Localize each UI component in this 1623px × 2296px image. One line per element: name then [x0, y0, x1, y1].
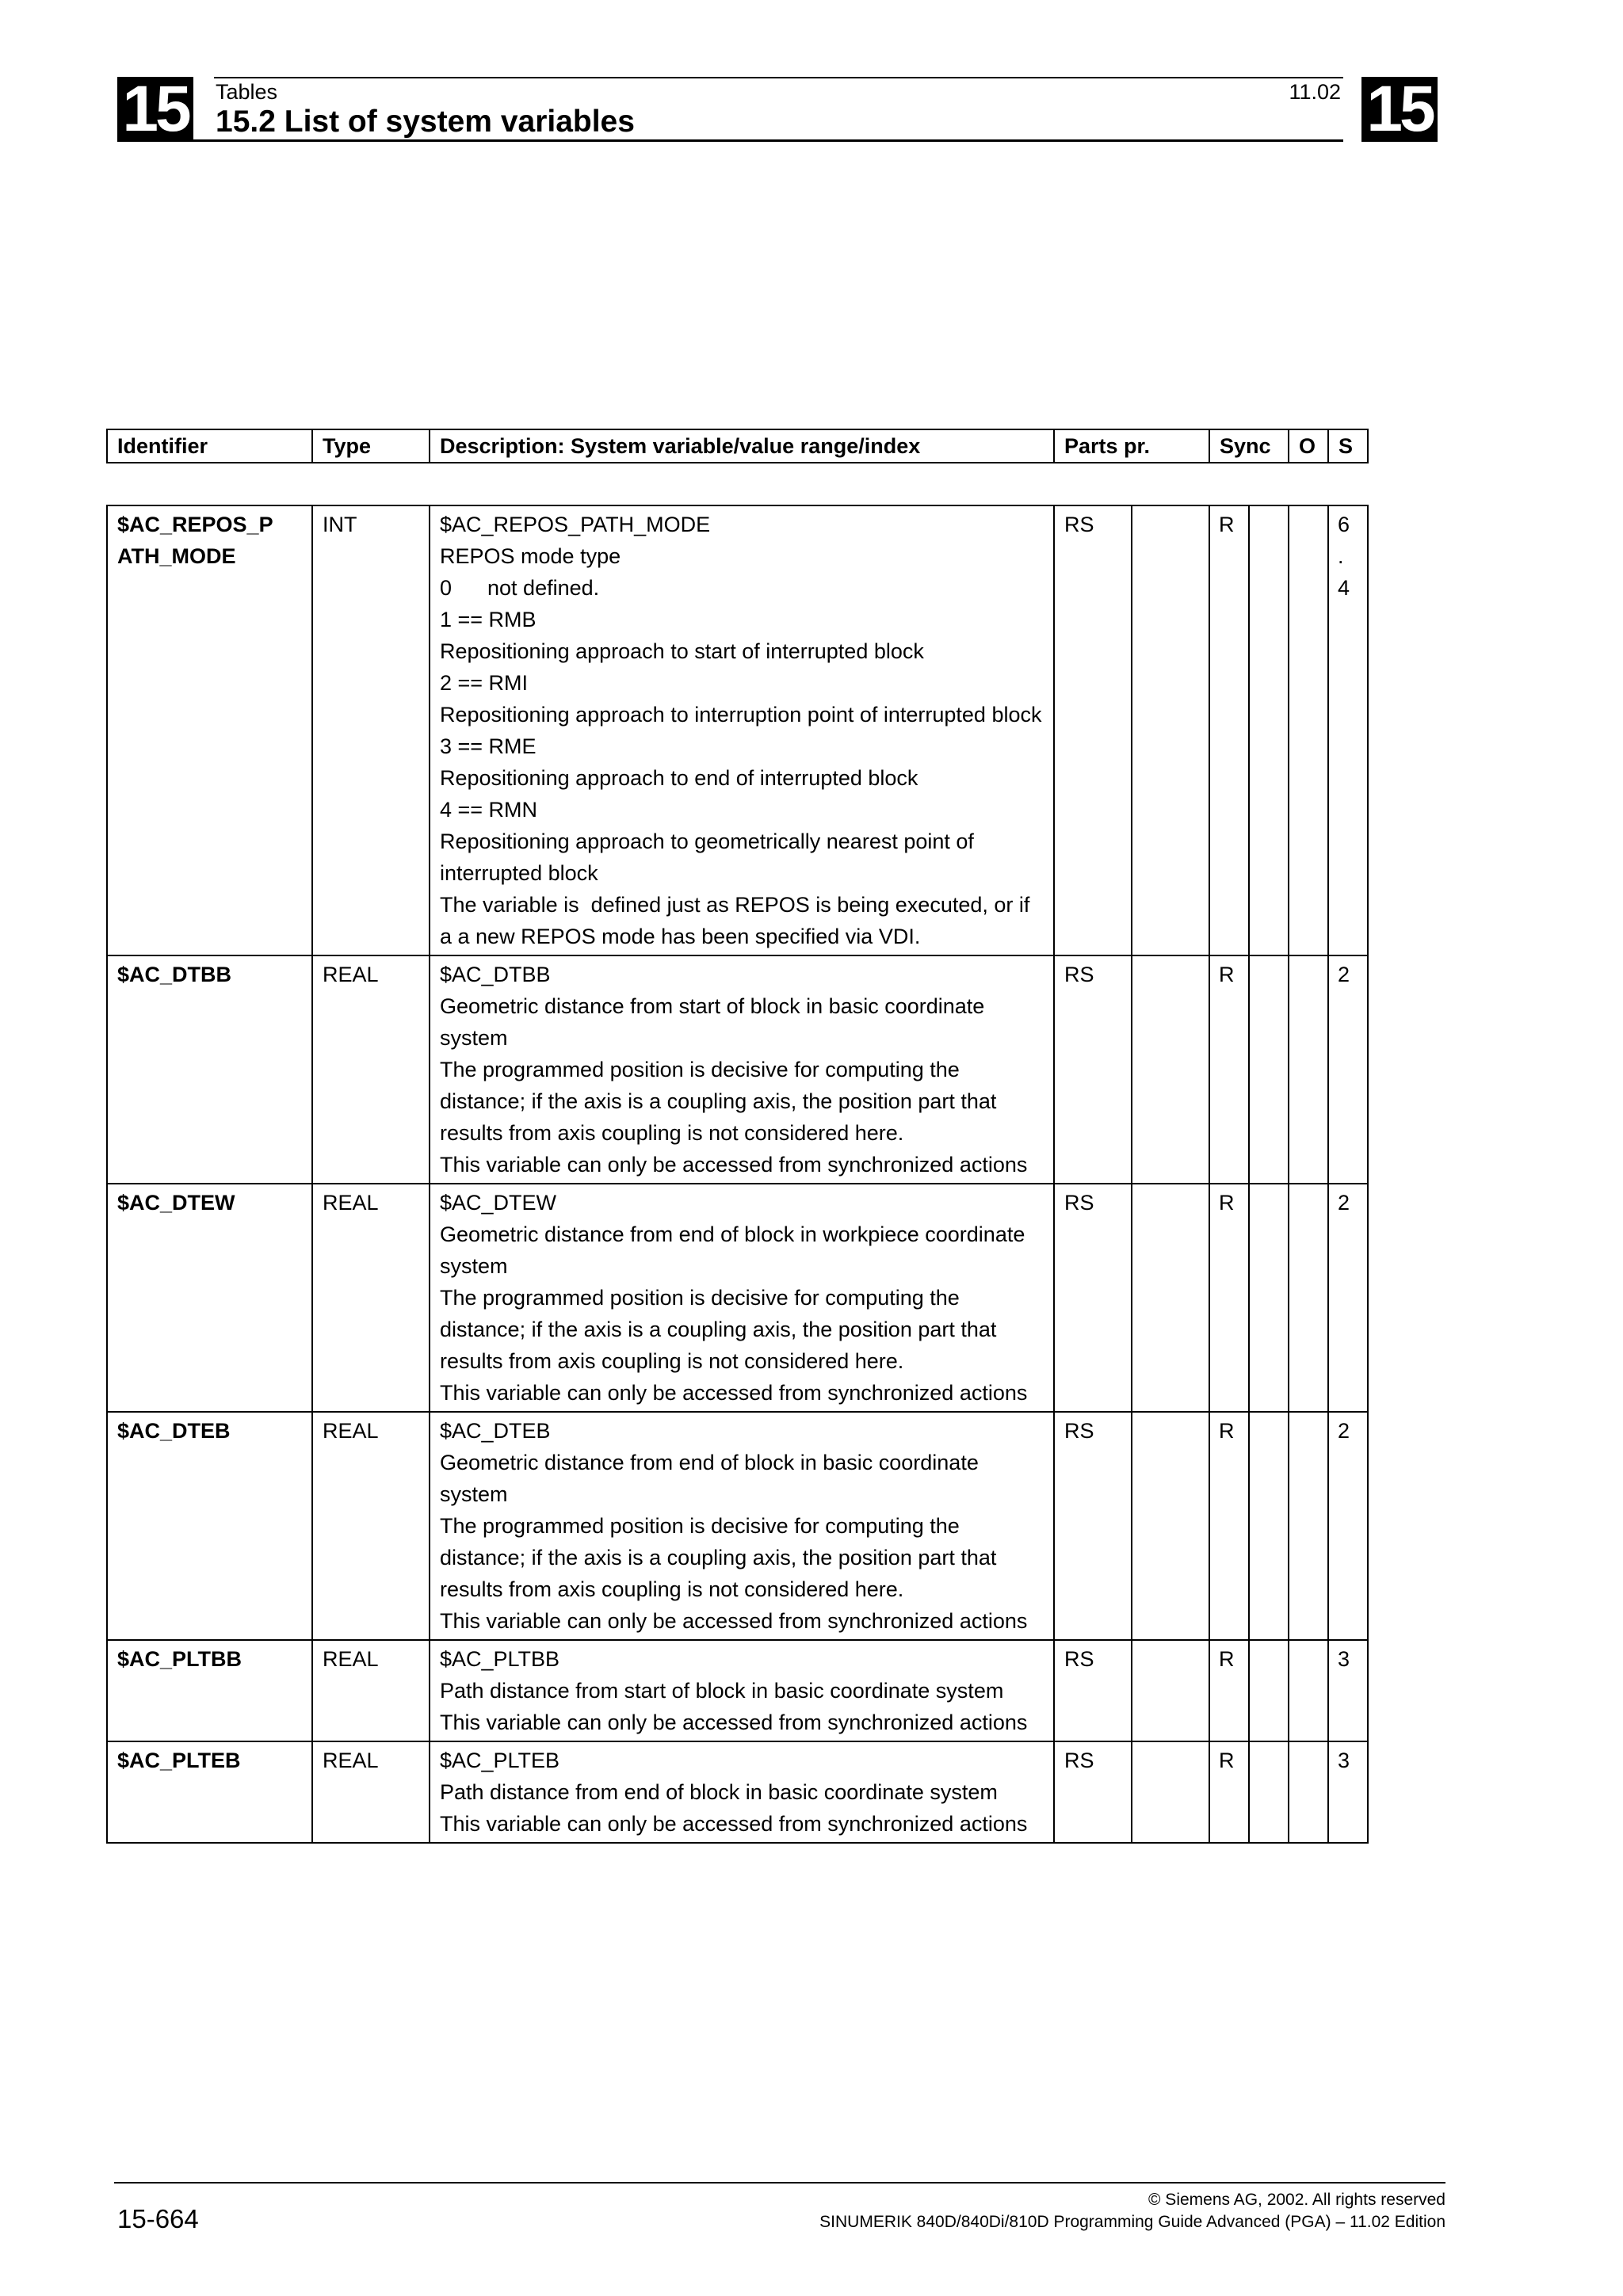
description-line: Repositioning approach to interruption point of interrupted block: [440, 703, 1042, 727]
description-line: This variable can only be accessed from synchronized actions: [440, 1381, 1028, 1405]
table-row: [107, 1184, 1368, 1412]
description-line: Repositioning approach to geometrically nearest point of interrupted block: [440, 830, 980, 885]
cell-parts-pr: RS: [1054, 1640, 1132, 1741]
column-header-o: O: [1289, 429, 1328, 463]
cell-description: [430, 505, 1054, 955]
cell-sync: R: [1209, 505, 1249, 955]
cell-parts-pr: RS: [1054, 1184, 1132, 1412]
cell-parts-pr-extra: [1132, 505, 1209, 955]
cell-parts-pr-extra: [1132, 1412, 1209, 1640]
edition-date: 11.02: [1289, 80, 1341, 104]
cell-s: 2: [1328, 955, 1368, 1184]
cell-type: REAL: [312, 1640, 430, 1741]
cell-identifier: $AC_DTBB: [107, 955, 312, 1184]
cell-sync: R: [1209, 1184, 1249, 1412]
cell-o: [1289, 1412, 1328, 1640]
cell-parts-pr-extra: [1132, 1184, 1209, 1412]
cell-description: [430, 1184, 1054, 1412]
description-line: This variable can only be accessed from synchronized actions: [440, 1609, 1028, 1633]
cell-type: REAL: [312, 955, 430, 1184]
column-header-table: [106, 429, 1369, 463]
description-line: $AC_PLTEB: [440, 1749, 560, 1772]
document-title: SINUMERIK 840D/840Di/810D Programming Guide Advanced (PGA) – 11.02 Edition: [819, 2213, 1445, 2231]
cell-sync-extra: [1249, 1741, 1289, 1843]
table-row: [107, 505, 1368, 955]
description-line: Repositioning approach to end of interrupted block: [440, 766, 918, 790]
description-line: $AC_DTBB: [440, 963, 551, 986]
description-line: 0 not defined.: [440, 576, 600, 600]
description-line: 1 == RMB: [440, 608, 537, 631]
table-row: [107, 1640, 1368, 1741]
chapter-number-box-left: 15: [117, 77, 193, 142]
cell-parts-pr-extra: [1132, 1640, 1209, 1741]
cell-parts-pr: RS: [1054, 1741, 1132, 1843]
cell-identifier: $AC_REPOS_P ATH_MODE: [107, 505, 312, 955]
chapter-number-box-right: 15: [1361, 77, 1438, 142]
cell-description: [430, 1412, 1054, 1640]
description-line: The programmed position is decisive for computing the distance; if the axis is a coupling axis, the position part that results from axis coupling is not considered here.: [440, 1286, 1002, 1373]
description-line: The programmed position is decisive for computing the distance; if the axis is a coupling axis, the position part that results from axis coupling is not considered here.: [440, 1514, 1002, 1601]
column-header-sync: Sync: [1209, 429, 1289, 463]
description-line: 4 == RMN: [440, 798, 538, 822]
cell-s: 6 . 4: [1328, 505, 1368, 955]
cell-identifier: $AC_PLTEB: [107, 1741, 312, 1843]
cell-o: [1289, 955, 1328, 1184]
column-header-type: Type: [312, 429, 430, 463]
cell-description: [430, 1640, 1054, 1741]
cell-sync-extra: [1249, 1184, 1289, 1412]
cell-o: [1289, 1640, 1328, 1741]
cell-sync-extra: [1249, 1412, 1289, 1640]
page-number: 15-664: [117, 2204, 199, 2233]
cell-s: 2: [1328, 1184, 1368, 1412]
description-line: 3 == RME: [440, 734, 537, 758]
description-line: $AC_DTEW: [440, 1191, 557, 1215]
cell-s: 2: [1328, 1412, 1368, 1640]
cell-description: [430, 1741, 1054, 1843]
cell-type: REAL: [312, 1184, 430, 1412]
cell-parts-pr-extra: [1132, 955, 1209, 1184]
description-line: $AC_REPOS_PATH_MODE: [440, 513, 711, 536]
description-line: Geometric distance from end of block in basic coordinate system: [440, 1451, 985, 1506]
description-line: The variable is defined just as REPOS is being executed, or if a a new REPOS mode has been specified via VDI.: [440, 893, 1036, 948]
table-body: [107, 505, 1368, 1843]
cell-type: INT: [312, 505, 430, 955]
cell-o: [1289, 1741, 1328, 1843]
table-row: [107, 955, 1368, 1184]
cell-s: 3: [1328, 1741, 1368, 1843]
column-header-identifier: Identifier: [107, 429, 312, 463]
cell-sync-extra: [1249, 1640, 1289, 1741]
description-line: This variable can only be accessed from synchronized actions: [440, 1711, 1028, 1734]
description-line: This variable can only be accessed from synchronized actions: [440, 1153, 1028, 1177]
description-line: 2 == RMI: [440, 671, 529, 695]
description-line: REPOS mode type: [440, 544, 621, 568]
description-line: Path distance from end of block in basic coordinate system: [440, 1780, 998, 1804]
cell-identifier: $AC_DTEW: [107, 1184, 312, 1412]
cell-parts-pr: RS: [1054, 955, 1132, 1184]
cell-sync: R: [1209, 1640, 1249, 1741]
description-line: This variable can only be accessed from synchronized actions: [440, 1812, 1028, 1836]
description-line: Geometric distance from start of block in basic coordinate system: [440, 994, 991, 1050]
section-title: 15.2 List of system variables: [216, 105, 635, 139]
cell-sync: R: [1209, 955, 1249, 1184]
cell-sync-extra: [1249, 505, 1289, 955]
description-line: Geometric distance from end of block in workpiece coordinate system: [440, 1222, 1031, 1278]
column-header-s: S: [1328, 429, 1368, 463]
cell-parts-pr: RS: [1054, 1412, 1132, 1640]
cell-identifier: $AC_DTEB: [107, 1412, 312, 1640]
cell-o: [1289, 1184, 1328, 1412]
cell-sync: R: [1209, 1741, 1249, 1843]
header-top-rule: [214, 77, 1343, 78]
description-line: $AC_PLTBB: [440, 1647, 560, 1671]
cell-type: REAL: [312, 1412, 430, 1640]
column-header-parts-pr: Parts pr.: [1054, 429, 1209, 463]
section-label: Tables: [216, 80, 278, 104]
copyright-notice: © Siemens AG, 2002. All rights reserved: [1148, 2191, 1445, 2209]
header-bottom-rule: [173, 139, 1343, 142]
table-row: [107, 1741, 1368, 1843]
cell-identifier: $AC_PLTBB: [107, 1640, 312, 1741]
footer-rule: [114, 2182, 1445, 2183]
cell-sync: R: [1209, 1412, 1249, 1640]
description-line: Path distance from start of block in basic coordinate system: [440, 1679, 1004, 1703]
cell-parts-pr-extra: [1132, 1741, 1209, 1843]
cell-o: [1289, 505, 1328, 955]
description-line: $AC_DTEB: [440, 1419, 551, 1443]
system-variables-table: [106, 505, 1369, 1844]
cell-description: [430, 955, 1054, 1184]
cell-sync-extra: [1249, 955, 1289, 1184]
description-line: Repositioning approach to start of interrupted block: [440, 639, 924, 663]
table-row: [107, 1412, 1368, 1640]
cell-s: 3: [1328, 1640, 1368, 1741]
description-line: The programmed position is decisive for computing the distance; if the axis is a coupling axis, the position part that results from axis coupling is not considered here.: [440, 1058, 1002, 1145]
cell-type: REAL: [312, 1741, 430, 1843]
cell-parts-pr: RS: [1054, 505, 1132, 955]
column-header-description: Description: System variable/value range/index: [430, 429, 1054, 463]
